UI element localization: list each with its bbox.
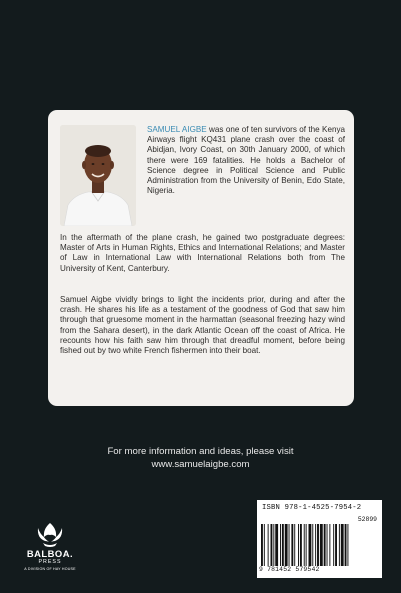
author-photo xyxy=(60,125,136,226)
website-link[interactable]: www.samuelaigbe.com xyxy=(151,458,250,470)
author-bio-card xyxy=(48,110,354,406)
publisher-name: BALBOA. xyxy=(26,548,74,559)
isbn-number: ISBN 978-1-4525-7954-2 xyxy=(262,504,362,512)
more-info xyxy=(0,446,401,471)
bio-paragraph-degrees: In the aftermath of the plane crash, he gained two postgraduate degrees: Master of Arts in Human Rights, Ethics and International Relations; and Master of Law in International Law with International Relations both from The University of Kent, Canterbury. xyxy=(60,233,345,273)
publisher-division: A DIVISION OF HAY HOUSE xyxy=(24,567,76,571)
isbn-barcode xyxy=(257,500,382,578)
lotus-icon xyxy=(35,522,65,548)
bio-paragraph-story: Samuel Aigbe vividly brings to light the incidents prior, during and after the crash. He shares his life as a testament of the goodness of God that saw him through that gruesome moment in the harmattan (seasonal freezing hazy wind from the Sahara desert), in the dark Atlantic Ocean off the coast of Africa. He recounts how his faith saw him through that dreadful moment, before being fished out by two white French fishermen into their boat. xyxy=(60,295,345,356)
more-info-text: For more information and ideas, please visit xyxy=(107,446,294,457)
barcode-digits: 9 781452 579542 xyxy=(259,566,320,573)
barcode-bars xyxy=(261,524,378,566)
publisher-logo xyxy=(14,522,86,582)
price-code: 52899 xyxy=(357,516,377,523)
author-name: SAMUEL AIGBE xyxy=(147,125,207,134)
publisher-press: PRESS xyxy=(38,559,62,565)
bio-intro xyxy=(147,125,345,196)
bio-intro-text: was one of ten survivors of the Kenya Airways flight KQ431 plane crash over the coast of Abidjan, Ivory Coast, on 30th January 2000, of which there were 169 fatalities. He holds a Bachelor of Science degree in Political Science and Public Administration from the University of Benin, Edo State, Nigeria. xyxy=(147,125,346,196)
